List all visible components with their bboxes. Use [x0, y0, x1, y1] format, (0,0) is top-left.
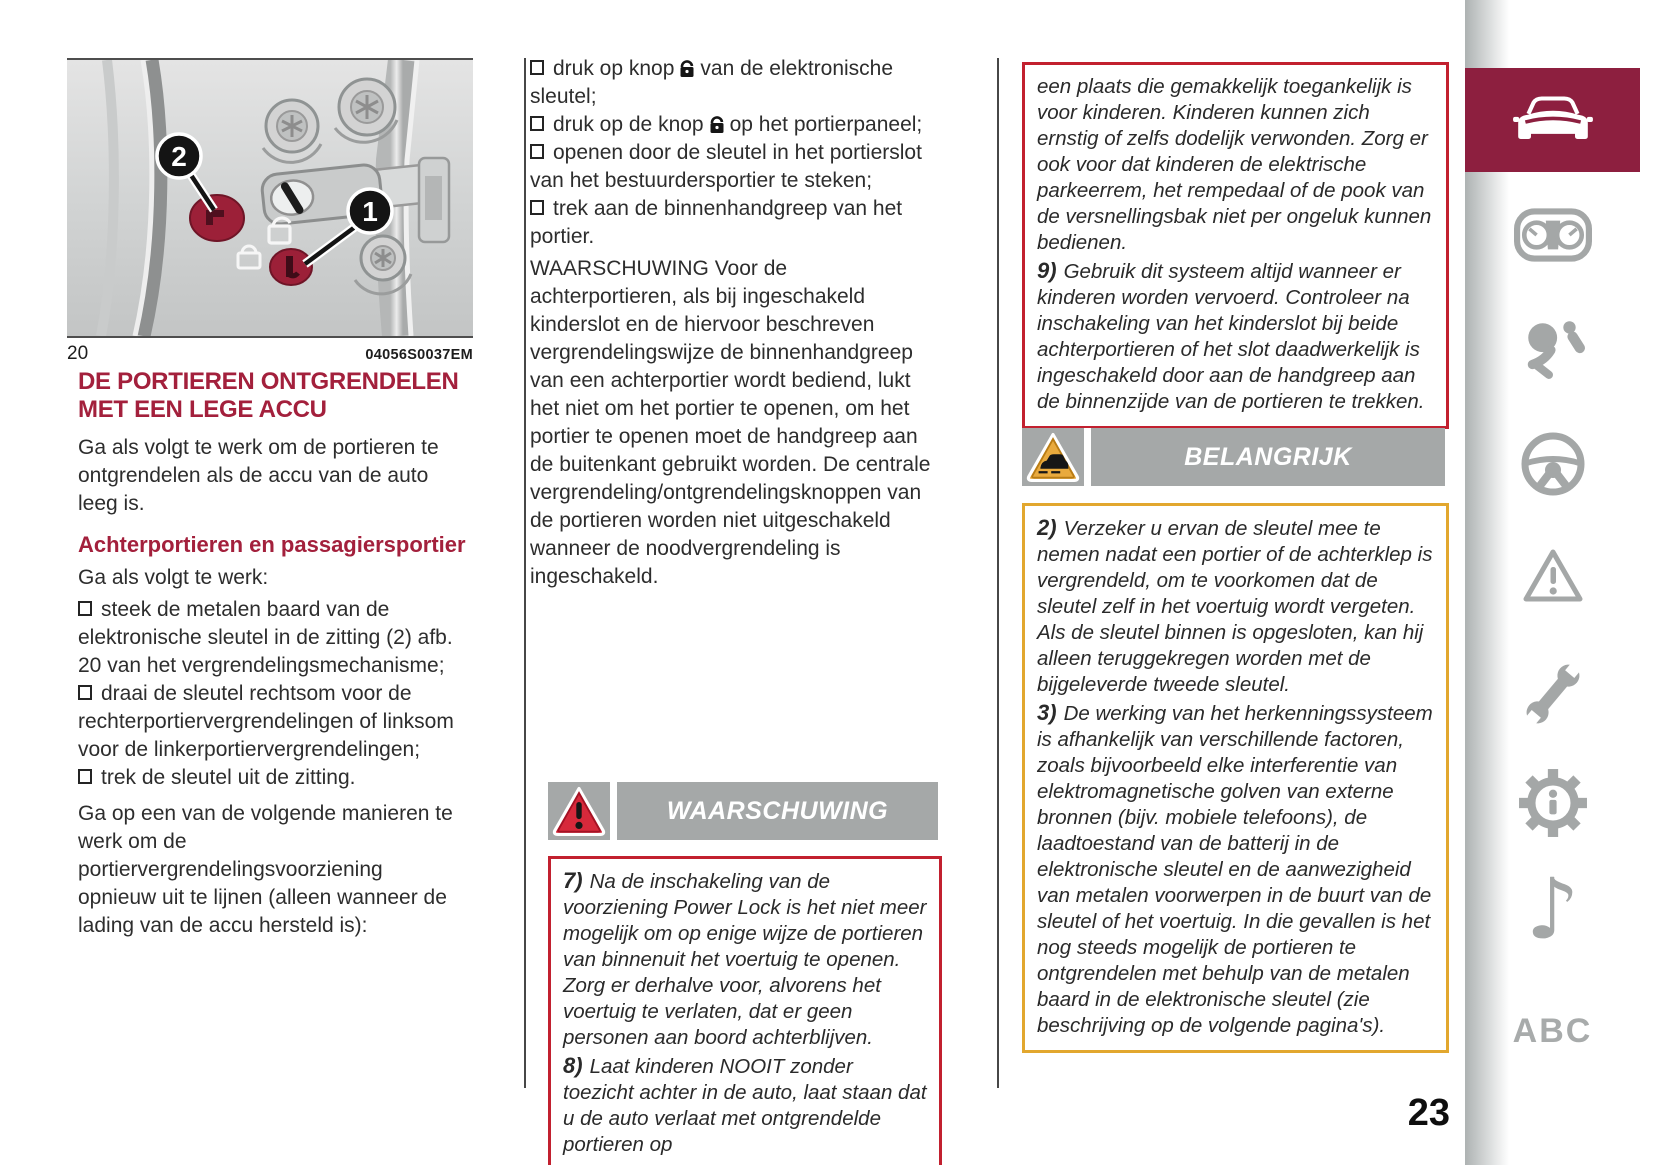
header-gap: [610, 782, 617, 840]
important-header-bar: [1022, 428, 1445, 486]
music-note-icon: ♪: [1525, 860, 1580, 958]
yellow-car-triangle-icon: [1026, 431, 1080, 483]
screw: [361, 236, 405, 280]
important-box: [1022, 503, 1449, 1053]
column-divider-2: [997, 58, 999, 1088]
square-bullet-icon: [530, 60, 544, 75]
square-bullet-icon: [530, 144, 544, 159]
screw: [266, 100, 318, 152]
sidebar-item-multimedia: [1465, 860, 1640, 958]
warning-paragraph: WAARSCHUWING Voor de achterportieren, als bij ingeschakeld kinderslot en de hiervoor beschreven vergrendelingswijze de binnenhandgreep van een achterportier wordt bediend, lukt het niet om het portier te openen, om het portier te openen moet de handgreep aan de buitenkant gebruikt worden. De centrale vergrendeling/ontgrendelingsknoppen van de portieren worden niet uitgeschakeld wanneer de noodvergrendeling is ingeschakeld.: [530, 257, 931, 588]
list-item: trek aan de binnenhandgreep van het portier.: [530, 197, 903, 248]
wrench-icon: [1518, 656, 1588, 732]
lock-button-1: [270, 249, 312, 285]
sidebar-active-section-band: [1465, 68, 1640, 172]
instrument-cluster-icon: [1514, 208, 1592, 262]
section-heading: DE PORTIEREN ONTGRENDELEN MET EEN LEGE ACCU: [78, 368, 459, 423]
figure-door-lock: [67, 58, 473, 365]
sidebar-item-safety: [1465, 315, 1640, 381]
car-front-icon: [1510, 91, 1596, 149]
paragraph: Ga als volgt te werk:: [78, 566, 269, 589]
figure-code: 04056S0037EM: [365, 347, 473, 363]
column-divider-1: [524, 58, 526, 1088]
important-item-2: 2) Verzeker u ervan de sleutel mee te nemen nadat een portier of de achterklep is vergrendeld, om te voorkomen dat de sleutel zelf in het voertuig wordt vergeten. Als de sleutel binnen is opgesloten, kan hij alleen teruggekregen worden met de bijgeleverde tweede sleutel.: [1037, 515, 1433, 696]
warning-header-title: WAARSCHUWING: [617, 782, 938, 840]
lock-button-2: [190, 195, 244, 241]
paragraph: Ga op een van de volgende manieren te werk om de portiervergrendelingsvoorziening opnieuw uit te lijnen (alleen wanneer de lading van de accu hersteld is):: [78, 802, 453, 937]
sidebar-item-index: [1465, 1012, 1640, 1051]
sub-heading: Achterportieren en passagiersportier: [78, 532, 466, 557]
gear-info-icon: [1518, 768, 1588, 838]
warning-header-bar: [548, 782, 938, 840]
warning-box: [548, 856, 942, 1165]
warning-item-8: 8) Laat kinderen NOOIT zonder toezicht achter in de auto, laat staan dat u de auto verlaat met ontgrendelde portieren op: [563, 1053, 927, 1156]
figure-number: 20: [67, 343, 89, 364]
airbag-icon: [1520, 315, 1586, 381]
warning-item-7: 7) Na de inschakeling van de voorziening Power Lock is het niet meer mogelijk om op enige wijze de portieren van binnenuit het voertuig te openen. Zorg er derhalve voor, alvorens het voertuig te verlaten, dat er geen personen aan boord achterblijven.: [563, 868, 927, 1049]
warning-continuation: een plaats die gemakkelijk toegankelijk is voor kinderen. Kinderen kunnen zich ernstig of zelfs dodelijk verwonden. Zorg er ook voor dat kinderen de elektrische parkeerrem, het rempedaal of de pook van de versnellingsbak niet per ongeluk kunnen bedienen.: [1037, 75, 1432, 254]
column-1: [78, 368, 466, 948]
sidebar-item-emergency: [1465, 546, 1640, 606]
page-number: 23: [1407, 1092, 1450, 1134]
important-item-3: 3) De werking van het herkenningssysteem is afhankelijk van verschillende factoren, zoals bijvoorbeeld elke interferentie van elektromagnetische golven van externe bronnen (bijv. mobiele telefoons), de laadtoestand van de batterij in de elektronische sleutel en de aanwezigheid van metalen voorwerpen in de buurt van de sleutel of het voertuig. In die gevallen is het nog steeds mogelijk de portieren te ontgrendelen met behulp van de metalen baard in de elektronische sleutel (zie beschrijving op de volgende pagina's).: [1037, 700, 1433, 1037]
column-2: [530, 55, 940, 599]
screw: [339, 79, 395, 135]
warning-triangle-icon: [1521, 546, 1585, 606]
square-bullet-icon: [78, 601, 92, 616]
red-warning-triangle-icon: [552, 785, 606, 837]
list-item: steek de metalen baard van de elektronische sleutel in de zitting (2) afb. 20 van het vergrendelingsmechanisme;: [78, 598, 453, 677]
paragraph: Ga als volgt te werk om de portieren te ontgrendelen als de accu van de auto leeg is.: [78, 436, 439, 515]
list-item: druk op de knop op het portierpaneel;: [530, 111, 940, 139]
square-bullet-icon: [530, 116, 544, 131]
callout-2-label: 2: [171, 141, 187, 172]
sidebar-item-driving: [1465, 430, 1640, 498]
list-item: draai de sleutel rechtsom voor de rechterportiervergrendelingen of linksom voor de linkerportiervergrendelingen;: [78, 682, 454, 761]
header-gap: [1084, 428, 1091, 486]
warning-item-9: 9) Gebruik dit systeem altijd wanneer er kinderen worden vervoerd. Controleer na inschakeling van het kinderslot bij beide achterportieren of het slot daadwerkelijk is ingeschakeld door aan de handgreep aan de binnenzijde van de portieren te trekken.: [1037, 258, 1425, 413]
door-lock-photo: [67, 58, 473, 338]
warning-icon-cell: [548, 782, 610, 840]
abc-index-icon: ABC: [1512, 1012, 1593, 1050]
callout-1-label: 1: [362, 196, 378, 227]
steering-wheel-icon: [1519, 430, 1587, 498]
unlock-icon: [679, 59, 695, 78]
important-header-title: BELANGRIJK: [1091, 428, 1445, 486]
sidebar-item-maintenance: [1465, 656, 1640, 732]
sidebar-item-dashboard: [1465, 208, 1640, 262]
list-item: druk op knop van de elektronische sleutel;: [530, 57, 894, 108]
square-bullet-icon: [530, 200, 544, 215]
list-item: trek de sleutel uit de zitting.: [78, 764, 466, 792]
important-icon-cell: [1022, 428, 1084, 486]
square-bullet-icon: [78, 769, 92, 784]
warning-box-continued: [1022, 62, 1449, 429]
list-item: openen door de sleutel in het portierslot van het bestuurdersportier te steken;: [530, 141, 922, 192]
sidebar-item-technical-data: [1465, 768, 1640, 838]
square-bullet-icon: [78, 685, 92, 700]
unlock-icon: [709, 115, 725, 134]
